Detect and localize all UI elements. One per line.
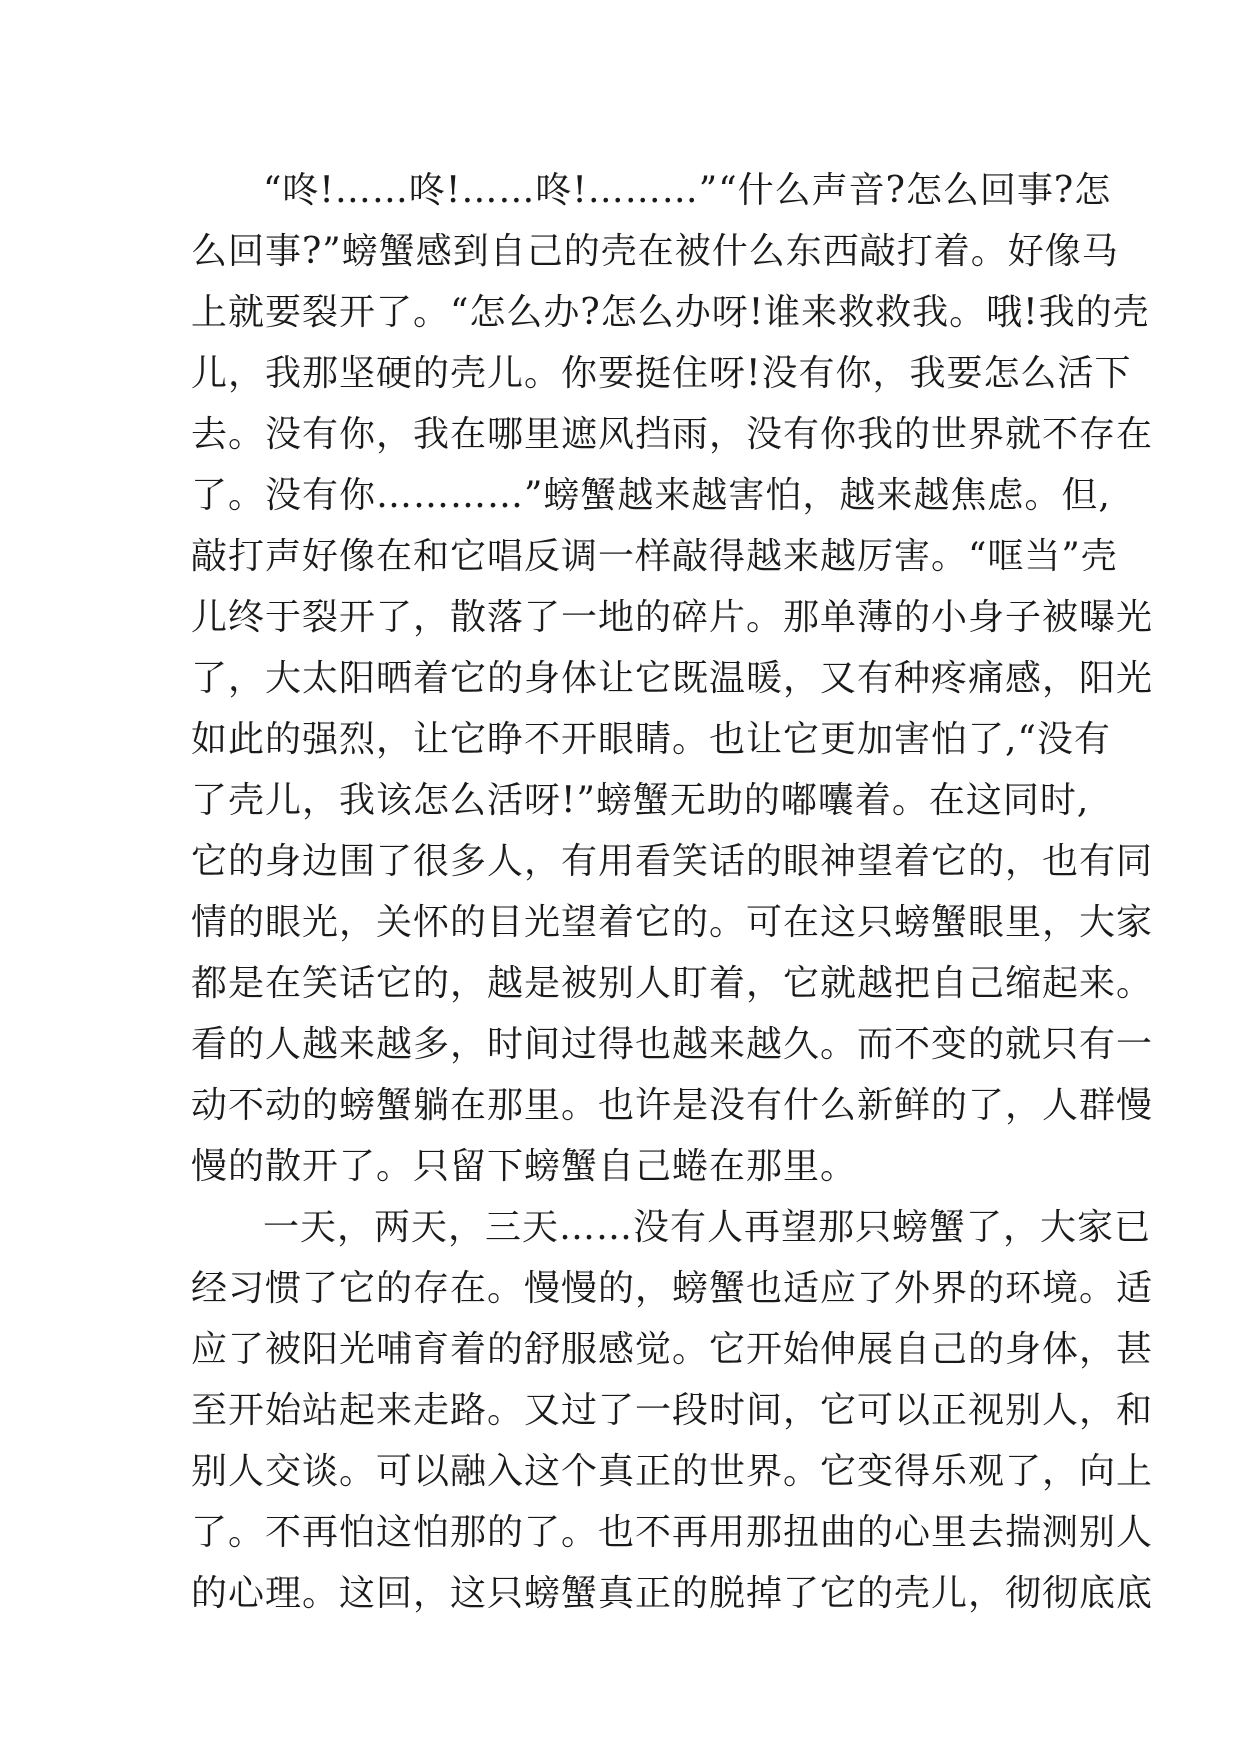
text-line: 别人交谈。可以融入这个真正的世界。它变得乐观了，向上 bbox=[191, 1451, 1154, 1492]
text-line: 情的眼光，关怀的目光望着它的。可在这只螃蟹眼里，大家 bbox=[191, 902, 1154, 943]
text-line: 上就要裂开了。“怎么办?怎么办呀!谁来救救我。哦!我的壳 bbox=[191, 292, 1150, 333]
text-line: 敲打声好像在和它唱反调一样敲得越来越厉害。“哐当”壳 bbox=[191, 536, 1118, 577]
text-line: 如此的强烈，让它睁不开眼睛。也让它更加害怕了,“没有 bbox=[191, 719, 1111, 760]
text-line: 去。没有你，我在哪里遮风挡雨，没有你我的世界就不存在 bbox=[191, 414, 1154, 455]
text-line: 儿，我那坚硬的壳儿。你要挺住呀!没有你，我要怎么活下 bbox=[191, 353, 1132, 394]
text-line: 应了被阳光哺育着的舒服感觉。它开始伸展自己的身体，甚 bbox=[191, 1329, 1154, 1370]
text-line: 它的身边围了很多人，有用看笑话的眼神望着它的，也有同 bbox=[191, 841, 1154, 882]
text-line: 都是在笑话它的，越是被别人盯着，它就越把自己缩起来。 bbox=[191, 963, 1154, 1004]
body-text bbox=[191, 160, 1154, 1624]
text-line: 了壳儿，我该怎么活呀!”螃蟹无助的嘟囔着。在这同时, bbox=[191, 780, 1090, 821]
text-line: “咚!……咚!……咚!………”“什么声音?怎么回事?怎 bbox=[263, 170, 1112, 211]
text-line: 的心理。这回，这只螃蟹真正的脱掉了它的壳儿，彻彻底底 bbox=[191, 1573, 1154, 1614]
text-line: 了，大太阳晒着它的身体让它既温暖，又有种疼痛感，阳光 bbox=[191, 658, 1154, 699]
text-line: 动不动的螃蟹躺在那里。也许是没有什么新鲜的了，人群慢 bbox=[191, 1085, 1154, 1126]
text-line: 了。没有你…………”螃蟹越来越害怕，越来越焦虑。但, bbox=[191, 475, 1111, 516]
text-line: 了。不再怕这怕那的了。也不再用那扭曲的心里去揣测别人 bbox=[191, 1512, 1154, 1553]
text-line: 一天，两天，三天……没有人再望那只螃蟹了，大家已 bbox=[263, 1207, 1152, 1248]
text-line: 慢的散开了。只留下螃蟹自己蜷在那里。 bbox=[191, 1146, 858, 1187]
text-line: 看的人越来越多，时间过得也越来越久。而不变的就只有一 bbox=[191, 1024, 1154, 1065]
text-line: 至开始站起来走路。又过了一段时间，它可以正视别人，和 bbox=[191, 1390, 1154, 1431]
text-line: 么回事?”螃蟹感到自己的壳在被什么东西敲打着。好像马 bbox=[191, 231, 1119, 272]
text-line: 儿终于裂开了，散落了一地的碎片。那单薄的小身子被曝光 bbox=[191, 597, 1154, 638]
text-line: 经习惯了它的存在。慢慢的，螃蟹也适应了外界的环境。适 bbox=[191, 1268, 1154, 1309]
